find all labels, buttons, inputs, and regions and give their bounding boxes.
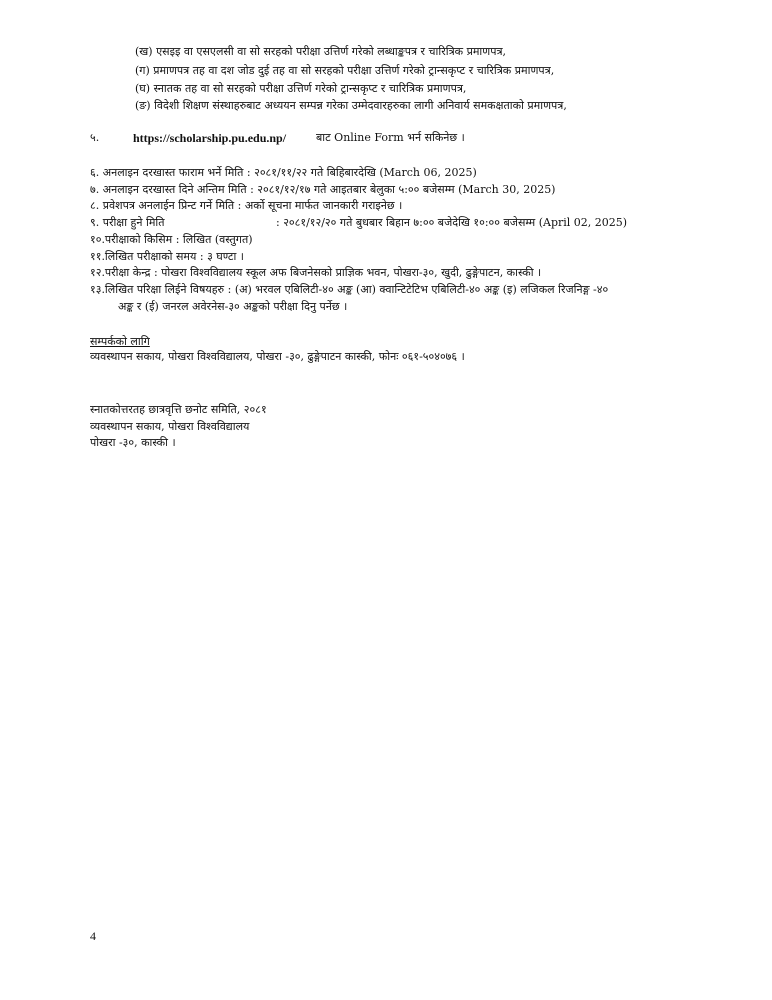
exam-type: १०.परीक्षाको किसिम : लिखित (वस्तुगत) [90, 233, 253, 246]
contact-heading: सम्पर्कको लागि [90, 335, 150, 348]
exam-date-label: ९. परीक्षा हुने मिति [90, 216, 165, 229]
page-number: 4 [90, 929, 96, 943]
online-form-text: बाट Online Form भर्न सकिनेछ । [316, 131, 465, 144]
contact-details: व्यवस्थापन सकाय, पोखरा विश्वविद्यालय, पोखरा -३०, ढुङ्गेपाटन कास्की, फोनः ०६१-५०४०७६ । [90, 350, 465, 363]
exam-duration: ११.लिखित परीक्षाको समय : ३ घण्टा । [90, 250, 244, 263]
exam-subjects-line-1: १३.लिखित परिक्षा लिईने विषयहरु : (अ) भरवल एबिलिटी-४० अङ्क (आ) क्वान्टिटेटिभ एबिलिटी-४० अङ्क (इ) लजिकल रिजनिङ्ग -४० [90, 283, 609, 296]
signature-committee: स्नातकोत्तरतह छात्रवृत्ति छनोट समिति, २०८१ [90, 403, 267, 416]
online-form-number: ५. [90, 131, 100, 144]
signature-address: पोखरा -३०, कास्की । [90, 436, 176, 449]
online-form-line [90, 131, 465, 145]
schedule-item-6: ६. अनलाइन दरखास्त फाराम भर्ने मिति : २०८१/११/२२ गते बिहिबारदेखि (March 06, 2025) [90, 166, 477, 179]
eligibility-item-ga: (ग) प्रमाणपत्र तह वा दश जोड दुई तह वा सो सरहको परीक्षा उत्तिर्ण गरेको ट्रान्सकृप्ट र चारित्रिक प्रमाणपत्र, [135, 64, 555, 77]
eligibility-item-nga: (ङ) विदेशी शिक्षण संस्थाहरुबाट अध्ययन सम्पन्न गरेका उम्मेदवारहरुका लागी अनिवार्य समकक्षताको प्रमाणपत्र, [135, 99, 567, 112]
scholarship-url-link[interactable]: https://scholarship.pu.edu.np/ [133, 131, 287, 145]
exam-date-value: : २०८१/१२/२० गते बुधबार बिहान ७:०० बजेदेखि १०:०० बजेसम्म (April 02, 2025) [276, 216, 628, 229]
exam-center: १२.परीक्षा केन्द्र : पोखरा विश्वविद्यालय स्कूल अफ बिजनेसको प्राज्ञिक भवन, पोखरा-३०, खुदी, ढुङ्गेपाटन, कास्की । [90, 266, 542, 279]
schedule-item-8: ८. प्रवेशपत्र अनलाईन प्रिन्ट गर्ने मिति : अर्को सूचना मार्फत जानकारी गराइनेछ । [90, 199, 403, 212]
signature-faculty: व्यवस्थापन सकाय, पोखरा विश्वविद्यालय [90, 420, 250, 433]
eligibility-item-kha: (ख) एसइइ वा एसएलसी वा सो सरहको परीक्षा उत्तिर्ण गरेको लब्धाङ्कपत्र र चारित्रिक प्रमाणपत्र, [135, 45, 507, 58]
eligibility-item-gha: (घ) स्नातक तह वा सो सरहको परीक्षा उत्तिर्ण गरेको ट्रान्सकृप्ट र चारित्रिक प्रमाणपत्र, [135, 82, 467, 95]
exam-date-line [90, 216, 730, 230]
exam-subjects-line-2: अङ्क र (ई) जनरल अवेरनेस-३० अङ्कको परीक्षा दिनु पर्नेछ । [118, 300, 348, 313]
schedule-item-7: ७. अनलाइन दरखास्त दिने अन्तिम मिति : २०८१/१२/१७ गते आइतबार बेलुका ५:०० बजेसम्म (March 30, 2025) [90, 183, 556, 196]
